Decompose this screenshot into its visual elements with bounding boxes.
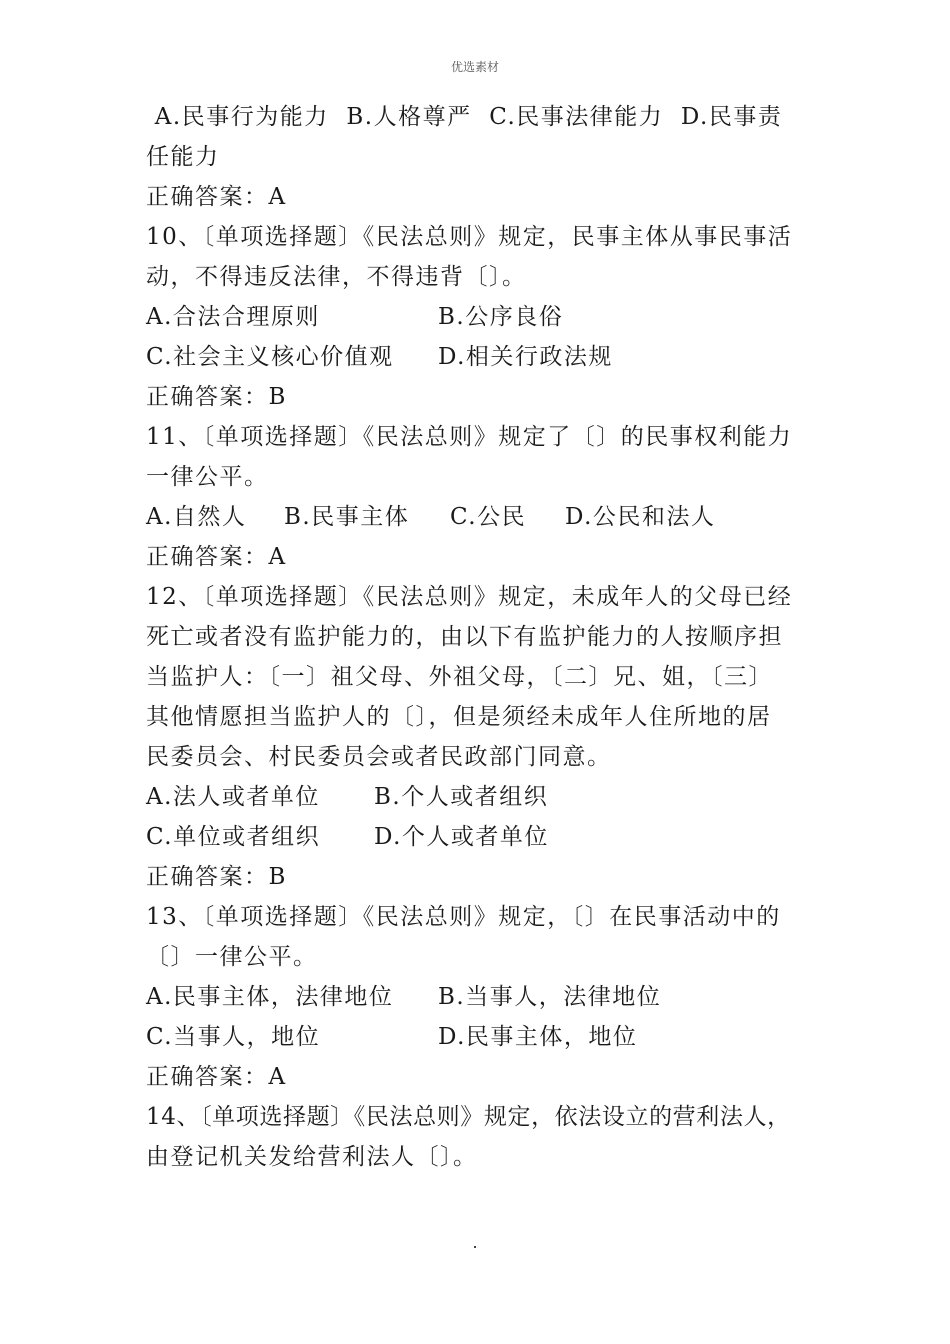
options-row [146,777,816,817]
question-12-text: 死亡或者没有监护能力的，由以下有监护能力的人按顺序担 [146,624,783,650]
question-12-text: 当监护人：〔一〕祖父母、外祖父母，〔二〕兄、姐，〔三〕 [146,664,773,690]
option-b: B.民事主体 [284,504,410,530]
options-row [146,977,816,1017]
option-b: B.当事人，法律地位 [438,984,662,1010]
option-c: C.社会主义核心价值观 [146,344,394,370]
options-row [146,817,816,857]
question-10-text: 动，不得违反法律，不得违背〔〕。 [146,264,527,290]
options-row [146,497,816,537]
question-14-text: 14、〔单项选择题〕《民法总则》规定，依法设立的营利法人， [146,1104,791,1130]
options-row [146,297,816,337]
answer-line: 正确答案：A [146,1064,287,1090]
options-row [146,1017,816,1057]
answer-line: 正确答案：B [146,864,287,890]
answer-line: 正确答案：A [146,184,287,210]
option-b: B.个人或者组织 [374,784,549,810]
option-c: C.单位或者组织 [146,824,321,850]
document-body [146,97,816,1177]
option-c: C.公民 [450,504,527,530]
answer-line: 正确答案：B [146,384,287,410]
option-d: D.民事主体，地位 [438,1024,638,1050]
page-footer-dot [474,1246,476,1248]
option-b: B.公序良俗 [438,304,564,330]
question-12-text: 其他情愿担当监护人的〔〕，但是须经未成年人住所地的居 [146,704,772,730]
question-13-text: 〔〕一律公平。 [146,944,318,970]
option-a: A.合法合理原则 [146,304,320,330]
question-13-text: 13、〔单项选择题〕《民法总则》规定，〔〕在民事活动中的 [146,904,781,930]
question-12-text: 民委员会、村民委员会或者民政部门同意。 [146,744,612,770]
option-a: A.自然人 [146,504,247,530]
page-header: 优选素材 [450,60,499,74]
option-a: A.民事主体，法律地位 [146,984,394,1010]
option-d: D.相关行政法规 [438,344,613,370]
question-10-text: 10、〔单项选择题〕《民法总则》规定，民事主体从事民事活 [146,224,793,250]
options-line: A.民事行为能力 B.人格尊严 C.民事法律能力 D.民事责 [146,104,783,130]
question-14-text: 由登记机关发给营利法人〔〕。 [146,1144,478,1170]
question-11-text: 11、〔单项选择题〕《民法总则》规定了〔〕的民事权利能力 [146,424,793,450]
option-d: D.个人或者单位 [374,824,549,850]
option-d: D.公民和法人 [565,504,716,530]
options-row [146,337,816,377]
options-line: 任能力 [146,144,220,170]
option-c: C.当事人，地位 [146,1024,321,1050]
answer-line: 正确答案：A [146,544,287,570]
question-12-text: 12、〔单项选择题〕《民法总则》规定，未成年人的父母已经 [146,584,793,610]
question-11-text: 一律公平。 [146,464,269,490]
option-a: A.法人或者单位 [146,784,320,810]
